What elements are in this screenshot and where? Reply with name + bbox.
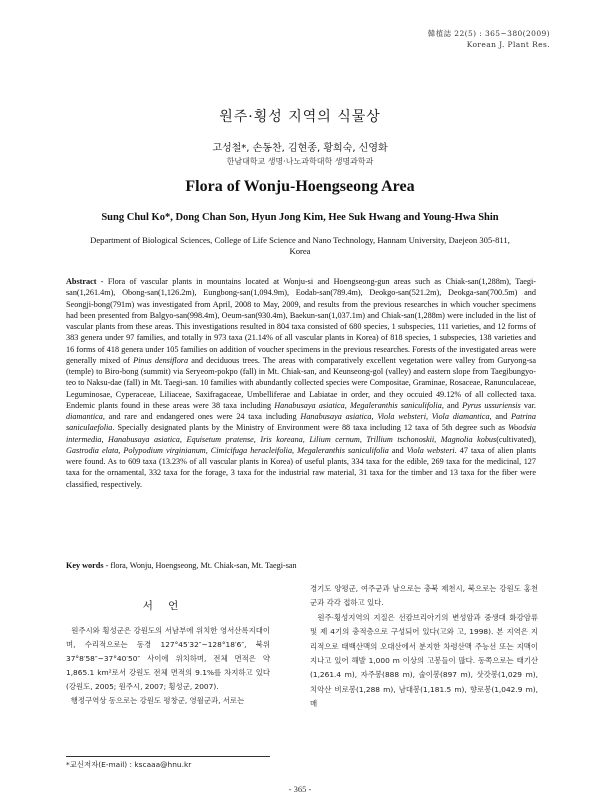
intro-paragraph xyxy=(66,624,270,694)
keywords-text: - flora, Wonju, Hoengseong, Mt. Chiak-san, Mt. Taegi-san xyxy=(103,561,297,570)
abstract-text: var. xyxy=(520,400,536,410)
abstract-text: - Flora of vascular plants in mountains located at Wonju-si and Hoengseong-gun areas such as Chiak-san(1,288m), Taegi-san(1,261.4m), Obong-san(1,126.2m), Eungbong-san(1,094.9m), Eodab-san(789.4m), Deokgo-san(521.2m), Deokga-san(700.5m) and Seongji-bong(791m) was investigated from April, 2008 to May, 2009, and results from the previous researches in which voucher specimens had been presented from Balgyo-san(998.4m), Oeum-san(930.4m), Baekun-san(1,037.1m) and Chiak-san(1,288m) were included in the list of vascular plants from these areas. This investigations resulted in 804 taxa consisted of 680 species, 1 subspecies, 111 varieties, and 12 forms of 383 genera under 97 families, and totally in 973 taxa (21.14% of all vascular plants in Korea) of 818 species, 1 subspecies, 138 varieties and 16 forms of 418 genera under 105 families on addition of voucher specimens in the previous researches. Forests of the investigated areas were generally mixed of xyxy=(66,277,536,365)
section-heading-introduction: 서 언 xyxy=(142,600,185,612)
species-name: Hanabusaya asiatica, Viola websteri, Viola diamantica, xyxy=(300,412,492,421)
keywords-label: Key words xyxy=(66,561,104,570)
species-name: Viola websteri xyxy=(406,445,455,455)
left-column xyxy=(66,624,270,708)
korean-authors: 고성철*, 손동찬, 김현종, 황희숙, 신영화 xyxy=(212,143,388,154)
abstract-label: Abstract xyxy=(66,277,97,286)
page-number: - 365 - xyxy=(288,784,312,794)
intro-paragraph xyxy=(66,694,270,708)
abstract-text: . 47 taxa of alien plants were found. As to 609 taxa (13.23% of all vascular plants in Korea) of useful plants, 334 taxa for the edible, 269 taxa for the medicinal, 127 taxa for the ornamental, 332 taxa for the forage, 3 taxa for the industrial raw material, 31 taxa for the timber and 13 taxa for the fiber were classified, respectively. xyxy=(66,445,536,489)
footnote-divider xyxy=(66,756,270,757)
korean-affiliation: 한남대학교 생명·나노과학대학 생명과학과 xyxy=(226,157,374,166)
abstract-text: and xyxy=(491,412,511,421)
intro-text: 행정구역상 동으로는 강원도 평창군, 영월군과, 서로는 xyxy=(70,696,245,705)
journal-citation xyxy=(428,28,550,50)
intro-text: 원주시와 횡성군은 강원도의 서남부에 위치한 영서산록지대이며, 수리적으로는 동경 127°45′32″~128°18′6″, 북위 37°8′58″~37°40′50″ 사이에 위치하며, 전체 면적은 약 1,865.1 km²로서 강원도 전체 면적의 9.1%를 차지하고 있다(강원도, 2005; 원주시, 2007; 횡성군, 2007). xyxy=(66,626,270,691)
intro-paragraph xyxy=(310,611,538,712)
abstract-text: (cultivated), xyxy=(496,434,536,444)
species-name: diamantica xyxy=(66,412,103,421)
abstract-text: and xyxy=(388,445,407,455)
english-title: Flora of Wonju-Hoengseong Area xyxy=(185,178,415,195)
species-name: Pyrus ussuriensis xyxy=(462,400,521,410)
intro-paragraph: 경기도 양평군, 여주군과 남으로는 충북 제천시, 북으로는 강원도 홍천군과 각각 접하고 있다. xyxy=(310,584,538,608)
english-authors: Sung Chul Ko*, Dong Chan Son, Hyun Jong Kim, Hee Suk Hwang and Young-Hwa Shin xyxy=(101,212,499,223)
journal-volume-line: 韓植誌 22(5) : 365~380(2009) xyxy=(427,29,550,38)
species-name: Hanabusaya asiatica, Megaleranthis saniculifolia, xyxy=(274,400,444,410)
keywords xyxy=(66,561,536,570)
species-name: Gastrodia elata, Polypodium virginianum, Cimicifuga heracleifolia, Megaleranthis saniculifolia xyxy=(66,445,389,455)
intro-text: 원주·횡성지역의 지질은 선캄브리아기의 변성암과 중생대 화강암류 및 제 4기의 충적층으로 구성되어 있다(고와 고, 1998). 본 지역은 지리적으로 태백산맥의 오대산에서 분지한 차령산맥 주능선 또는 지맥이 지나고 있어 해발 1,000 m 이상의 고봉들이 많다. 동쪽으로는 태기산(1,261.4 m), 자주봉(888 m), 술이봉(897 m), 삿갓봉(1,029 m), 치악산 비로봉(1,288 m), 남대봉(1,181.5 m), 향로봉(1,042.9 m), 매 xyxy=(310,612,538,709)
korean-title: 원주·횡성 지역의 식물상 xyxy=(219,109,381,125)
species-name: Woodsia intermedia, Hanabusaya asiatica, Equisetum pratense, Iris koreana, Lilium cernum, Trillium tschonoskii, Magnolia kobus xyxy=(66,423,536,444)
corresponding-author-footnote: *교신저자(E-mail) : kscaaa@hnu.kr xyxy=(66,760,192,769)
abstract-text: and deciduous trees. The areas with comparatively excellent vegetation were valley from Guryong-sa (temple) to Biro-bong (summit) via Seryeom-pokpo (fall) in Mt. Chiak-san, and Keunseong-gol (valley) and eastern slope from Taegibungyo-teo to Naksu-dae (fall) in Mt. Taegi-san. 10 families with abundantly collected species were Compositae, Graminae, Rosaceae, Ranunculaceae, Leguminosae, Cyperaceae, Liliaceae, Saxifragaceae, Umbelliferae and Labiatae in order, and they occuied 49.12% of all collected taxa. Endemic plants found in these areas were 38 taxa including xyxy=(66,355,537,410)
right-column xyxy=(310,582,538,712)
species-name: Patrina saniculaefolia xyxy=(66,412,536,433)
abstract xyxy=(66,276,536,490)
english-affiliation: Department of Biological Sciences, College of Life Science and Nano Technology, Hannam University, Daejeon 305-811, Korea xyxy=(90,235,510,256)
abstract-text: and xyxy=(443,400,463,410)
species-name: Pinus densiflora xyxy=(133,355,189,365)
abstract-text: , and rare and endangered ones were 24 taxa including xyxy=(102,412,301,421)
journal-name-line: Korean J. Plant Res. xyxy=(466,40,550,49)
abstract-text: . Specially designated plants by the Ministry of Environment were 88 taxa including 12 taxa of 5th degree such as xyxy=(112,423,509,433)
